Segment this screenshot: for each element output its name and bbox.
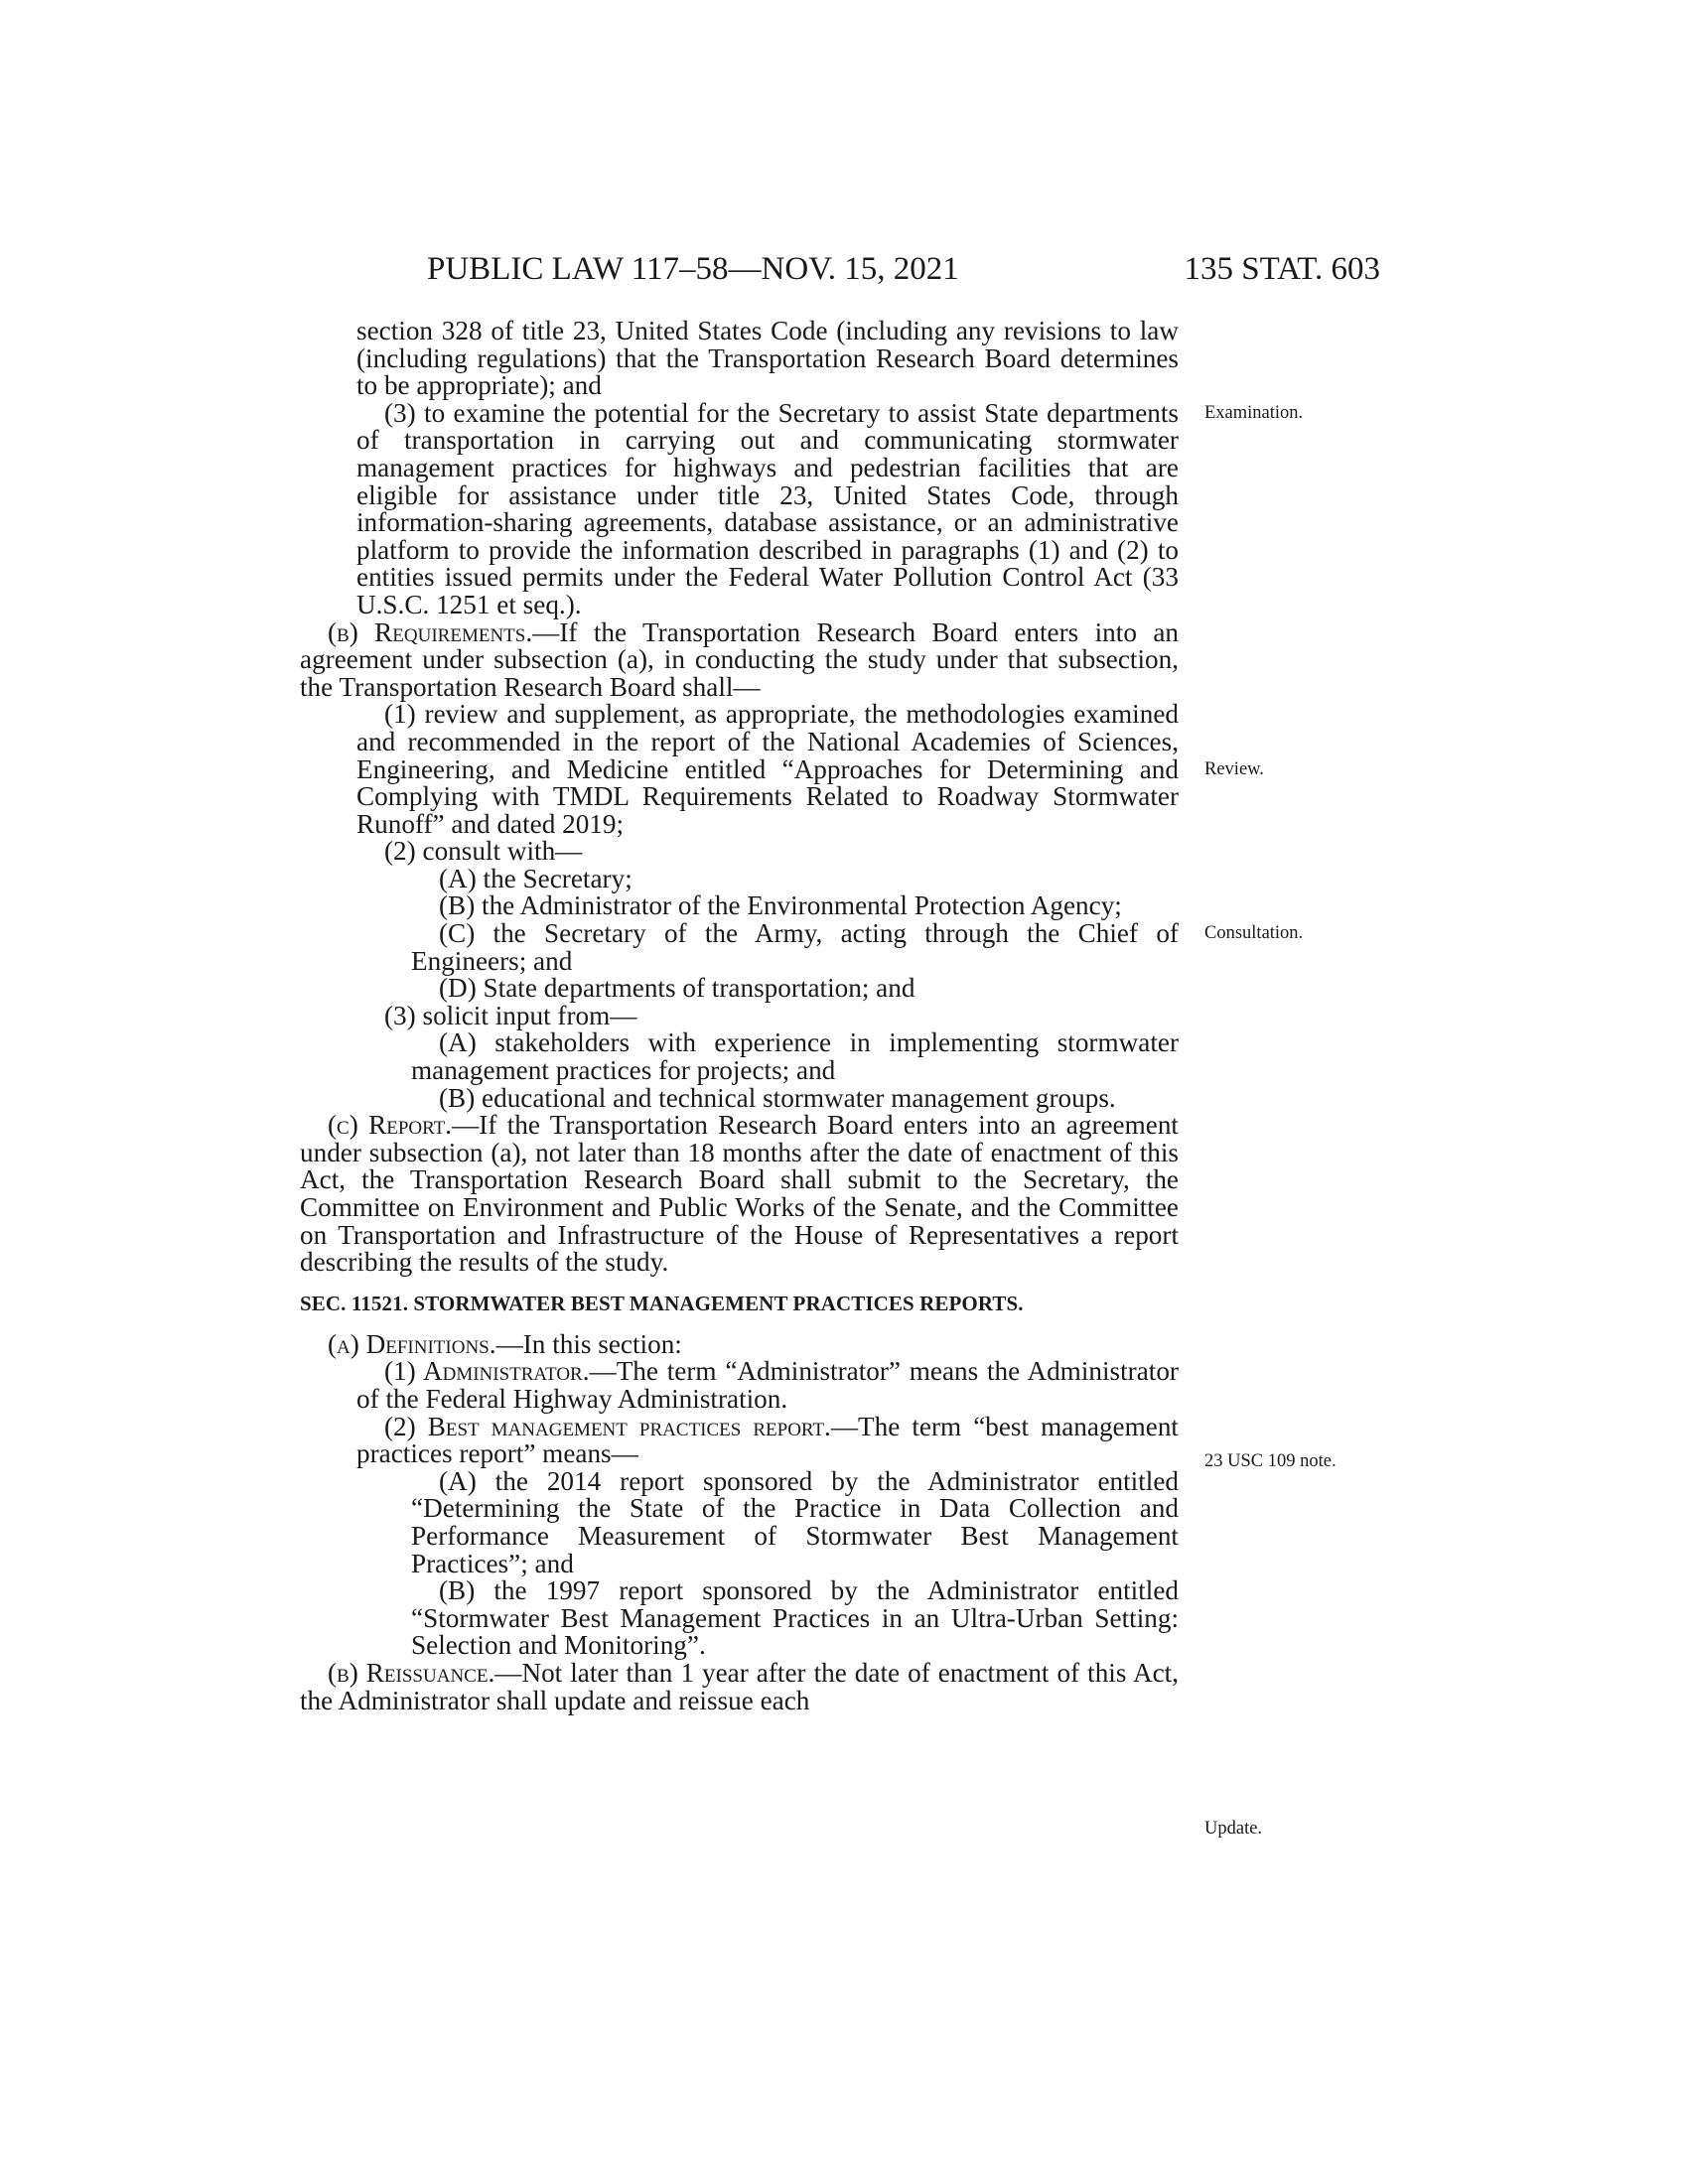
section-heading: SEC. 11521. STORMWATER BEST MANAGEMENT PRACTICES REPORTS. (300, 1291, 1024, 1315)
subsection-c (300, 1112, 1179, 1277)
margin-note-consultation: Consultation. (1204, 923, 1304, 943)
subsection-text: —If the Transportation Research Board enters into an agreement under subsection (a), in conducting the study under that subsection, the Transportation Research Board shall— (300, 616, 1179, 702)
definition-2 (300, 1411, 1179, 1469)
paragraph: (B) the Administrator of the Environmental Protection Agency; (439, 890, 1122, 921)
subsection-text: —In this section: (495, 1328, 682, 1359)
paragraph: (3) solicit input from— (384, 1000, 637, 1030)
running-head (427, 249, 1380, 289)
margin-note-usc: 23 USC 109 note. (1204, 1451, 1336, 1471)
subsection-heading: (c) Report. (328, 1110, 453, 1141)
subsection-b-reissuance (300, 1657, 1179, 1715)
paragraph: (D) State departments of transportation; and (439, 973, 915, 1004)
definition-text: —The term “Administrator” means the Administrator of the Federal Highway Administration. (356, 1356, 1179, 1414)
paragraph: (A) the 2014 report sponsored by the Administrator entitled “Determining the State of the Practice in Data Collection and Performance Measurement of Stormwater Best Management Practices”; and (411, 1465, 1179, 1578)
paragraph: (B) educational and technical stormwater management groups. (439, 1082, 1116, 1113)
subsection-a (300, 1328, 1179, 1359)
margin-note-examination: Examination. (1204, 403, 1304, 423)
paragraph: (A) stakeholders with experience in implementing stormwater management practices for projects; and (411, 1027, 1179, 1086)
page-header-title: PUBLIC LAW 117–58—NOV. 15, 2021 (427, 251, 959, 287)
subsection-b (300, 616, 1179, 702)
subsection-heading: (b) Reissuance. (328, 1657, 495, 1688)
margin-note-review: Review. (1204, 759, 1264, 779)
paragraph: (B) the 1997 report sponsored by the Administrator entitled “Stormwater Best Management Practices in an Ultra-Urban Setting: Selection and Monitoring”. (411, 1575, 1179, 1661)
page-number: 135 STAT. 603 (1184, 251, 1380, 287)
subsection-heading: (b) Requirements. (328, 616, 533, 647)
subsection-text: —Not later than 1 year after the date of enactment of this Act, the Administrator shall update and reissue each (300, 1657, 1179, 1715)
definition-text: —The term “best management practices report” means— (356, 1411, 1179, 1469)
definition-heading: (1) Administrator. (384, 1356, 590, 1387)
paragraph: section 328 of title 23, United States Code (including any revisions to law (including regulations) that the Transportation Research Board determines to be appropriate); and (356, 316, 1179, 401)
subsection-heading: (a) Definitions. (328, 1328, 496, 1359)
paragraph: (C) the Secretary of the Army, acting through the Chief of Engineers; and (411, 918, 1179, 976)
paragraph: (1) review and supplement, as appropriate, the methodologies examined and recommended in the report of the National Academies of Sciences, Engineering, and Medicine entitled “Approaches for Determining and Complying with TMDL Requirements Related to Roadway Stormwater Runoff” and dated 2019; (356, 699, 1179, 839)
margin-note-update: Update. (1204, 1819, 1263, 1839)
paragraph: (2) consult with— (384, 836, 583, 867)
subsection-text: —If the Transportation Research Board enters into an agreement under subsection (a), not later than 18 months after the date of enactment of this Act, the Transportation Research Board shall submit to the Secretary, the Committee on Environment and Public Works of the Senate, and the Committee on Transportation and Infrastructure of the House of Representatives a report describing the results of the study. (300, 1110, 1179, 1278)
document-body (300, 318, 1179, 1714)
definition-heading: (2) Best management practices report. (384, 1411, 831, 1441)
paragraph: (3) to examine the potential for the Secretary to assist State departments of transportation in carrying out and communicating stormwater management practices for highways and pedestrian facilities that are eligible for assistance under title 23, United States Code, through information-sharing agreements, database assistance, or an administrative platform to provide the information described in paragraphs (1) and (2) to entities issued permits under the Federal Water Pollution Control Act (33 U.S.C. 1251 et seq.). (356, 397, 1179, 619)
definition-1 (300, 1358, 1179, 1413)
paragraph: (A) the Secretary; (439, 863, 633, 893)
